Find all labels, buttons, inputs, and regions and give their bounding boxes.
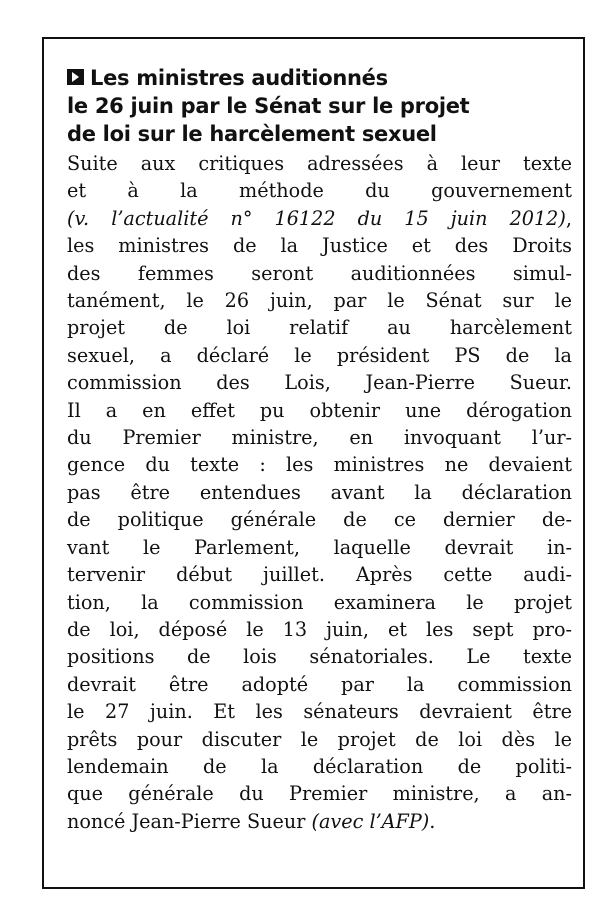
body-line <box>67 561 572 588</box>
body-line <box>67 397 572 424</box>
body-text-segment: noncé Jean-Pierre Sueur <box>67 809 312 833</box>
body-text-segment: tanément, le 26 juin, par le Sénat sur le <box>67 289 572 313</box>
body-text-segment: positions de lois sénatoriales. Le texte <box>67 645 572 669</box>
body-text-segment: pas être entendues avant la déclaration <box>67 480 572 504</box>
body-text-segment: devrait être adopté par la commission <box>67 672 572 696</box>
body-line <box>67 177 572 204</box>
body-text-segment: de loi, déposé le 13 juin, et les sept pro- <box>67 617 572 641</box>
body-line <box>67 753 572 780</box>
body-line <box>67 808 572 835</box>
body-line <box>67 534 572 561</box>
body-text-segment: vant le Parlement, laquelle devrait in- <box>67 535 572 559</box>
body-text-segment: tion, la commission examinera le projet <box>67 590 572 614</box>
body-line <box>67 451 572 478</box>
body-line <box>67 589 572 616</box>
body-text-segment: le 27 juin. Et les sénateurs devraient être <box>67 700 572 724</box>
body-text-segment: du Premier ministre, en invoquant l’ur- <box>67 426 572 450</box>
body-line <box>67 424 572 451</box>
headline-line <box>67 64 567 92</box>
body-line <box>67 506 572 533</box>
body-text-segment: , <box>565 206 572 230</box>
body-text-segment: lendemain de la déclaration de politi- <box>67 754 572 778</box>
body-line <box>67 150 572 177</box>
body-line <box>67 616 572 643</box>
body-text-segment: des femmes seront auditionnées simul- <box>67 261 572 285</box>
body-text-segment: que générale du Premier ministre, a an- <box>67 782 572 806</box>
article-body <box>67 150 572 835</box>
body-line <box>67 671 572 698</box>
headline-line: de loi sur le harcèlement sexuel <box>67 122 437 146</box>
body-line <box>67 643 572 670</box>
body-text-segment: . <box>429 809 436 833</box>
body-text-segment: gence du texte : les ministres ne devaient <box>67 453 572 477</box>
body-text-segment: sexuel, a déclaré le président PS de la <box>67 343 572 367</box>
article-headline <box>67 64 567 148</box>
body-line <box>67 232 572 259</box>
body-line <box>67 287 572 314</box>
body-text-segment: commission des Lois, Jean-Pierre Sueur. <box>67 371 572 395</box>
body-line <box>67 205 572 232</box>
body-line <box>67 698 572 725</box>
body-line <box>67 780 572 807</box>
body-line <box>67 726 572 753</box>
body-text-segment: projet de loi relatif au harcèlement <box>67 316 572 340</box>
headline-line: le 26 juin par le Sénat sur le projet <box>67 94 470 118</box>
body-text-segment: Suite aux critiques adressées à leur texte <box>67 152 572 175</box>
body-text-segment: les ministres de la Justice et des Droits <box>67 234 572 258</box>
body-line <box>67 314 572 341</box>
body-text-segment: Il a en effet pu obtenir une dérogation <box>67 398 572 422</box>
body-line <box>67 342 572 369</box>
body-italic-text: (v. l’actualité n° 16122 du 15 juin 2012) <box>67 206 566 230</box>
body-italic-text: (avec l’AFP) <box>311 809 430 833</box>
body-text-segment: prêts pour discuter le projet de loi dès le <box>67 727 572 751</box>
body-line <box>67 479 572 506</box>
headline-text: Les ministres auditionnés <box>90 66 388 90</box>
body-line <box>67 369 572 396</box>
body-text-segment: tervenir début juillet. Après cette audi- <box>67 563 572 587</box>
arrow-right-box-icon <box>67 69 84 85</box>
body-text-segment: de politique générale de ce dernier de- <box>67 508 572 532</box>
body-text-segment: et à la méthode du gouvernement <box>67 179 572 203</box>
body-line <box>67 260 572 287</box>
